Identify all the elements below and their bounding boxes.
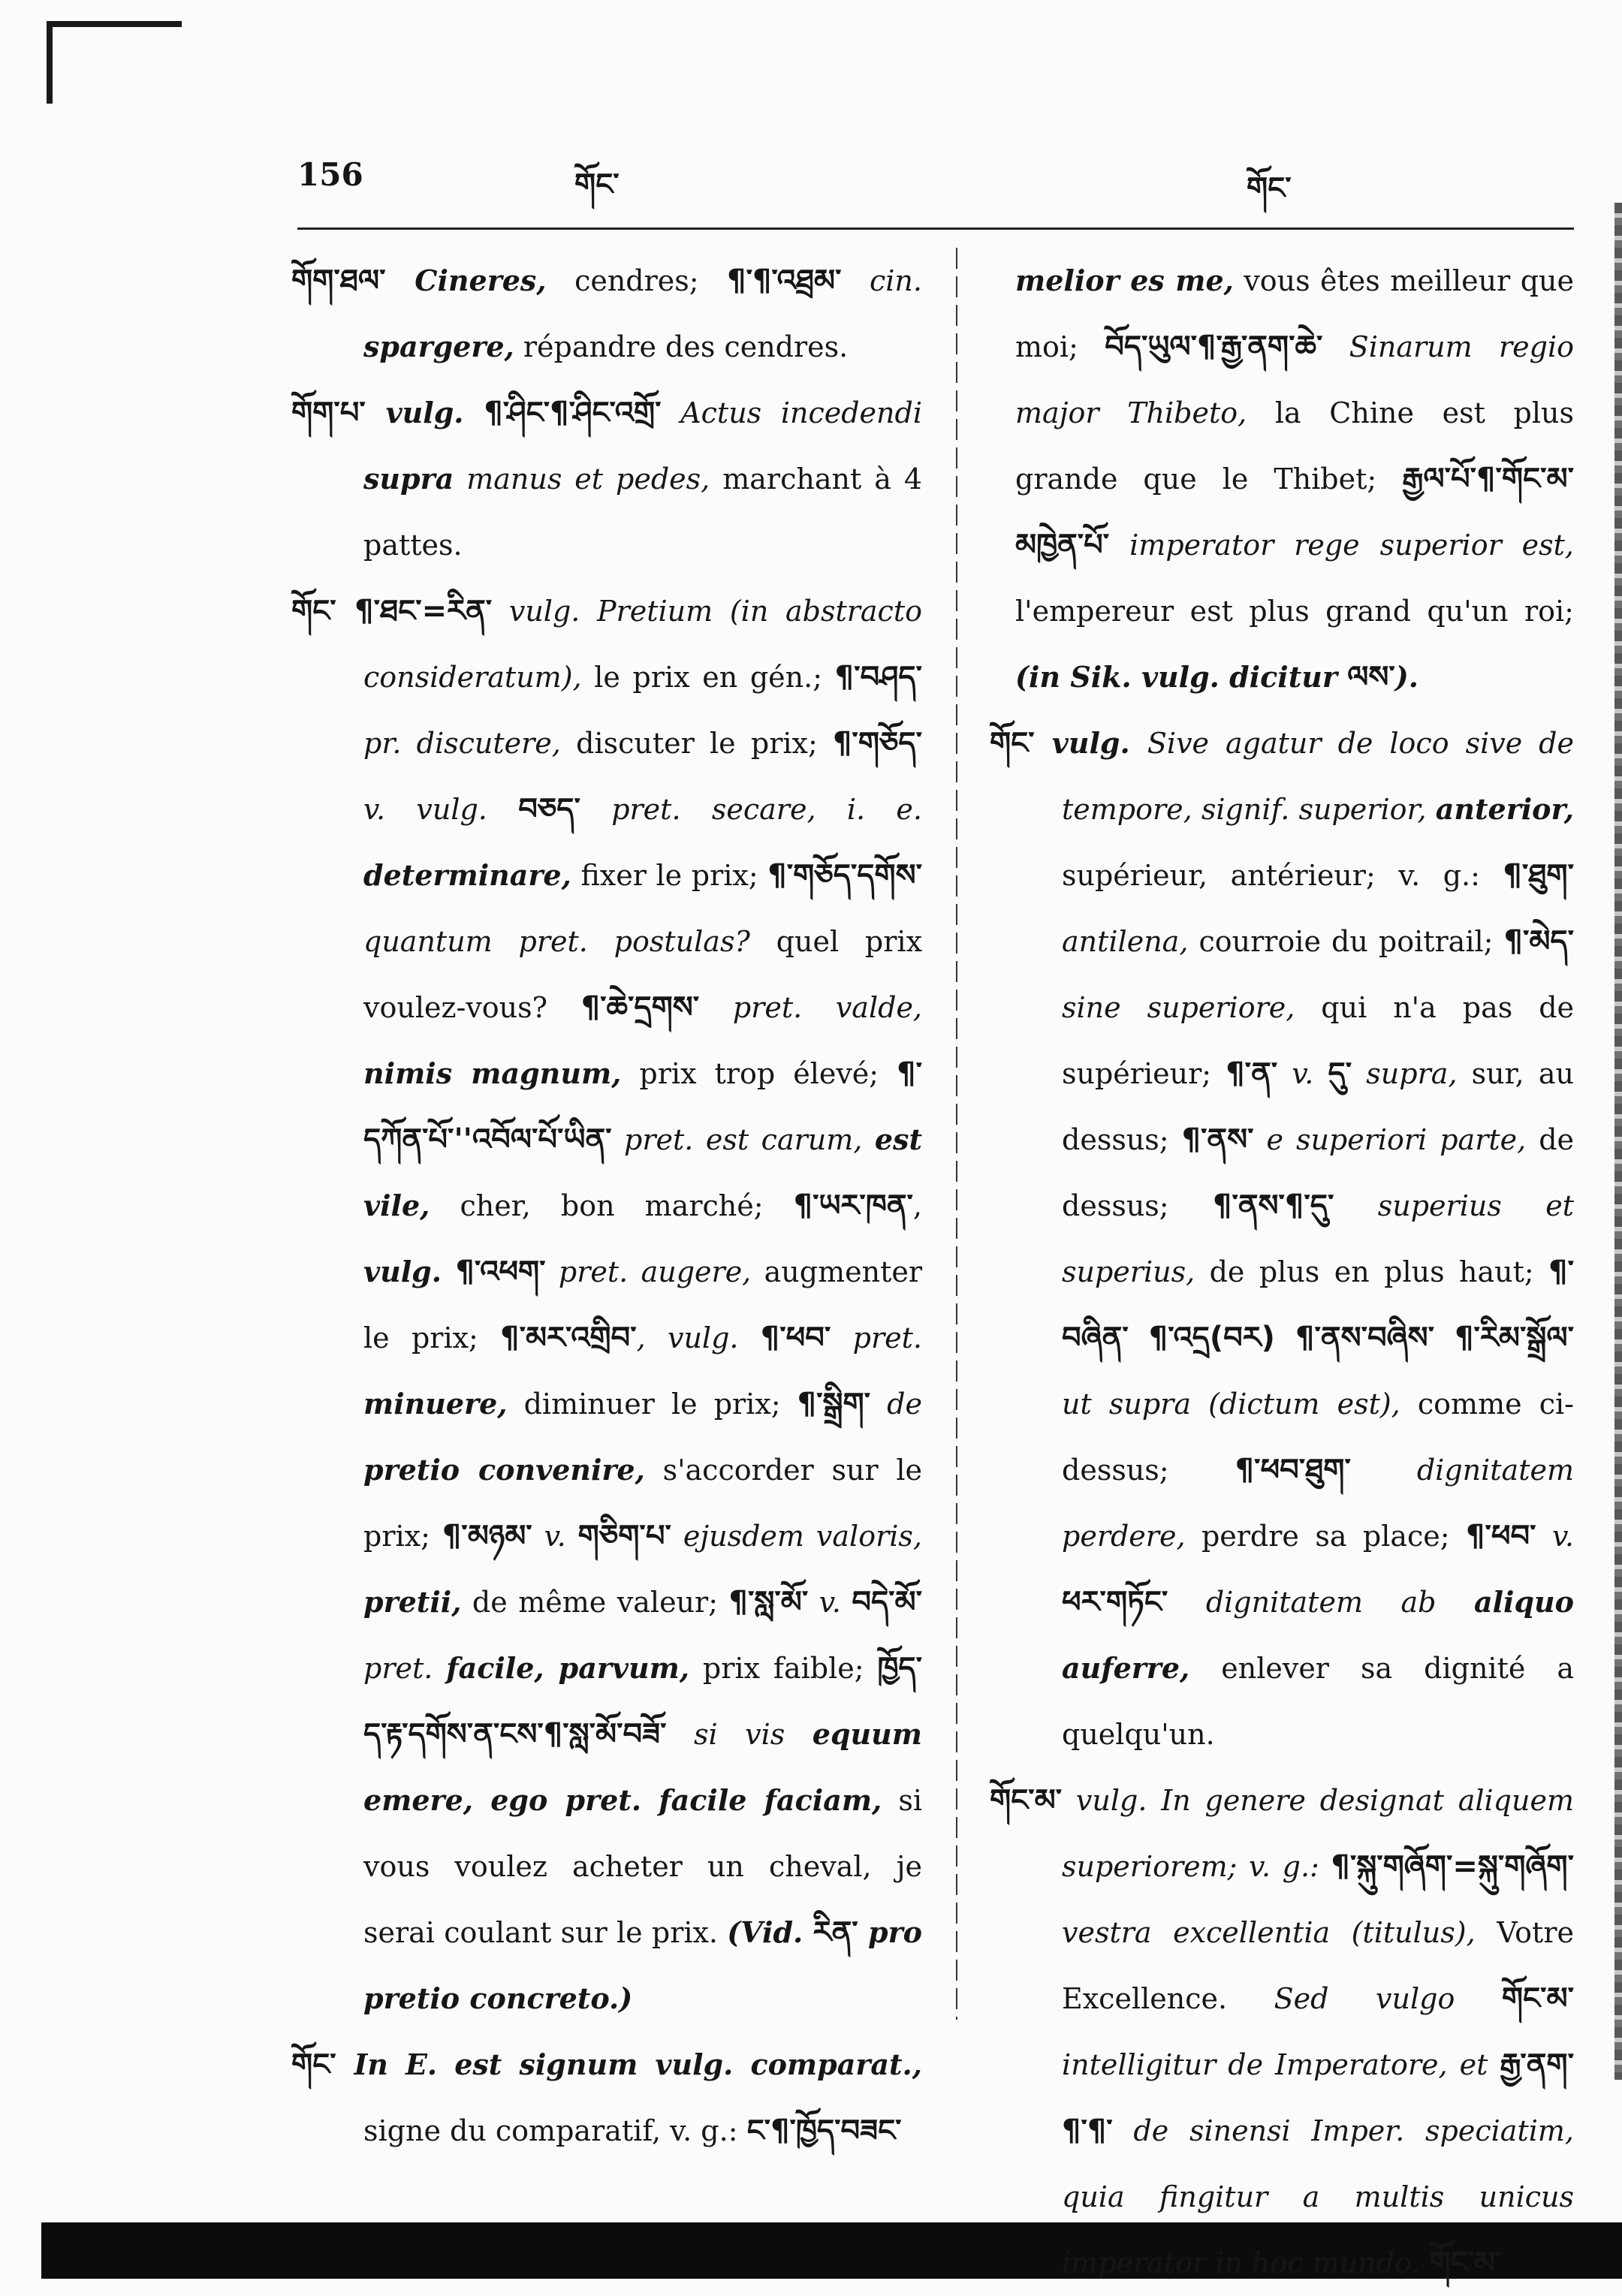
tibetan-term: ¶་ཐུག་ — [1503, 858, 1574, 893]
tibetan-term: རྒྱ་ནག་¶་¶་ — [1062, 2047, 1574, 2148]
tibetan-term: ¶་སླ་མོ་ — [728, 1585, 809, 1620]
column-divider — [956, 248, 957, 2020]
french-gloss: qui n'a pas de supérieur; — [1062, 991, 1575, 1090]
french-gloss: perdre sa place; — [1185, 1520, 1467, 1553]
tibetan-term: བདེ་མོ་ — [852, 1585, 922, 1620]
french-gloss: le prix en gén.; — [581, 661, 835, 694]
latin-gloss: spargere, — [363, 330, 514, 363]
french-gloss: de même valeur; — [461, 1586, 729, 1619]
tibetan-term: ལས་ — [1347, 660, 1395, 695]
tibetan-term: ¶་ཐང་=རིན་ — [354, 594, 493, 628]
latin-gloss: v. — [1277, 1057, 1328, 1090]
tibetan-term: ¶་ཡར་ཁན་ — [793, 1189, 913, 1223]
tibetan-term: ཁྱོད་ད་རྟ་དགོས་ན་ངས་¶་སླ་མོ་བཟོ་ — [363, 1651, 922, 1752]
tibetan-term: ¶་ཤིང་¶་ཤིང་འགྲོ་ — [484, 396, 662, 430]
tibetan-term: དུ་ — [1328, 1056, 1352, 1091]
french-gloss: discuter le prix; — [560, 727, 833, 760]
latin-gloss: minuere, — [363, 1387, 508, 1421]
latin-gloss: supra — [363, 462, 454, 496]
french-gloss: répandre des cendres. — [514, 330, 849, 363]
latin-gloss: est vile, — [363, 1122, 922, 1222]
tibetan-term: གོང་མ་ — [1501, 1981, 1574, 2016]
french-gloss: s'accorder sur le prix; — [363, 1454, 922, 1553]
tibetan-term: བཅད་ — [518, 792, 580, 827]
latin-gloss: supra, — [1352, 1057, 1458, 1090]
running-headword-left: གོང་ — [574, 167, 620, 202]
latin-gloss: si vis — [666, 1718, 813, 1751]
french-gloss: courroie du poitrail; — [1188, 925, 1504, 958]
dictionary-entry — [291, 578, 922, 2032]
latin-gloss: vulg. — [363, 1255, 456, 1288]
latin-gloss: equum emere, ego pret. facile faciam, — [363, 1717, 922, 1817]
latin-gloss: manus et pedes, — [454, 463, 710, 496]
latin-gloss: , vulg. — [636, 1321, 761, 1354]
tibetan-term: ¶་དཀོན་པོ་''འབོལ་པོ་ཡིན་ — [363, 1056, 922, 1157]
tibetan-term: ¶་མར་འགྲིབ་ — [500, 1321, 637, 1355]
latin-gloss: dignitatem ab — [1168, 1586, 1474, 1619]
latin-gloss: Sinarum regio major Thibeto, — [1015, 330, 1574, 429]
latin-gloss: vulg. — [365, 396, 484, 429]
tibetan-term: ¶་ཆེ་དྲགས་ — [580, 990, 700, 1025]
dictionary-entry — [291, 2032, 922, 2164]
latin-gloss: de — [870, 1388, 922, 1421]
tibetan-term: གོང་མ་ — [990, 1783, 1063, 1818]
latin-gloss: pret. — [363, 1652, 447, 1685]
french-gloss: fixer le prix; — [571, 859, 768, 892]
latin-gloss: pr. discutere, — [363, 727, 561, 760]
tibetan-term: ¶་ནས་ — [1181, 1122, 1254, 1157]
tibetan-term: ང་¶་ཁྱོད་བཟང་ — [746, 2114, 902, 2148]
latin-gloss: vulg. In genere designat aliquem superiorem; v. g.: — [1062, 1784, 1574, 1883]
tibetan-term: ¶་ཕབ་ — [760, 1321, 831, 1355]
french-gloss: prix faible; — [689, 1652, 878, 1685]
french-gloss: cendres; — [546, 264, 728, 297]
latin-gloss: pretii, — [363, 1585, 462, 1619]
running-headword-right: གོང་ — [1247, 171, 1292, 206]
latin-gloss: de sinensi Imper. speciatim, quia fingitur a multis unicus imperator in hoc mundo. — [1062, 2114, 1574, 2279]
latin-gloss: anterior, — [1435, 792, 1574, 826]
french-gloss: de plus en plus haut; — [1195, 1255, 1549, 1288]
french-gloss: de dessus; — [1062, 1123, 1575, 1222]
latin-gloss: pretio convenire, — [363, 1453, 645, 1487]
tibetan-term: ¶་བཞིན་ ¶་འདྲ(བར) ¶་ནས་བཞིས་ ¶་རིམ་སྒྲོལ་ — [1062, 1255, 1574, 1355]
french-gloss: prix trop élevé; — [621, 1057, 897, 1090]
french-gloss: Votre Excellence. — [1062, 1916, 1574, 2015]
latin-gloss: dignitatem perdere, — [1062, 1454, 1574, 1553]
french-gloss: quel prix voulez-vous? — [363, 925, 922, 1024]
french-gloss: sur, au dessus; — [1062, 1057, 1574, 1156]
french-gloss: si vous voulez acheter un cheval, je serai coulant sur le prix. — [363, 1784, 923, 1949]
tibetan-term: ¶་སྐུ་གཞོག་=སྐུ་གཞོག་ — [1331, 1849, 1574, 1884]
latin-gloss: Sed vulgo — [1274, 1982, 1502, 2015]
french-gloss: diminuer le prix; — [507, 1388, 797, 1421]
tibetan-term: ཕར་གཏོང་ — [1062, 1585, 1168, 1620]
french-gloss: vous êtes meilleur que moi; — [1015, 264, 1575, 363]
page-corner-mark — [47, 21, 182, 27]
latin-gloss: e superiori parte, — [1253, 1123, 1527, 1156]
latin-gloss: v. — [1536, 1520, 1574, 1553]
latin-gloss: superius et superius, — [1062, 1189, 1574, 1288]
page-number: 156 — [297, 156, 363, 193]
french-gloss: enlever sa dignité a quelqu'un. — [1062, 1652, 1574, 1751]
latin-gloss: aliquo auferre, — [1062, 1585, 1574, 1685]
french-gloss: la Chine est plus grande que le Thibet; — [1015, 396, 1574, 496]
french-gloss: supérieur, antérieur; v. g.: — [1062, 859, 1503, 892]
latin-gloss: ejusdem valoris, — [671, 1520, 922, 1553]
tibetan-term: གོང་ — [291, 594, 355, 628]
tibetan-term: གོག་པ་ — [291, 396, 366, 430]
french-gloss: signe du comparatif, v. g.: — [363, 2114, 747, 2147]
latin-gloss: vestra excellentia (titulus), — [1062, 1916, 1476, 1949]
latin-gloss: pret. est carum, — [611, 1123, 875, 1156]
tibetan-term: ¶་མཉམ་ — [442, 1519, 532, 1553]
tibetan-term: ¶་བཤད་ — [834, 660, 922, 695]
tibetan-term: ¶་གཅོད་དགོས་ — [767, 858, 922, 893]
tibetan-term: གོག་ཐལ་ — [291, 264, 386, 298]
tibetan-term: ¶་¶་འཐྲམ་ — [727, 264, 842, 298]
left-column — [291, 248, 922, 2164]
latin-gloss: In E. est signum vulg. comparat., — [354, 2047, 922, 2081]
tibetan-term: གོང་ — [291, 2047, 354, 2082]
latin-gloss: nimis magnum, — [363, 1056, 622, 1090]
tibetan-term: ¶་ན་ — [1226, 1056, 1278, 1091]
tibetan-term: ¶་སྒྲིག་ — [797, 1387, 871, 1421]
latin-gloss: v. — [808, 1586, 852, 1619]
latin-gloss: quantum pret. postulas? — [363, 925, 750, 958]
french-gloss: cher, bon marché; — [430, 1189, 794, 1222]
latin-gloss: intelligitur de Imperatore, et — [1062, 2048, 1500, 2081]
tibetan-term: ¶་མེད་ — [1503, 924, 1574, 959]
latin-gloss: superior, — [1298, 793, 1436, 826]
latin-gloss: antilena, — [1062, 925, 1189, 958]
latin-gloss: determinare, — [363, 858, 571, 892]
latin-gloss: pret. secare, i. e. — [580, 793, 922, 826]
dictionary-entry — [990, 1767, 1574, 2296]
tibetan-term: ¶་འཕག་ — [455, 1255, 546, 1289]
dictionary-entry — [990, 248, 1574, 710]
tibetan-term: རིན་ — [813, 1915, 858, 1950]
latin-gloss: sine superiore, — [1062, 991, 1295, 1024]
french-gloss: l'empereur est plus grand qu'un roi; — [1015, 595, 1574, 628]
latin-gloss: v. vulg. — [363, 793, 519, 826]
french-gloss: comme ci-dessus; — [1062, 1388, 1574, 1487]
header-rule — [297, 227, 1574, 230]
tibetan-term: ¶་གཅོད་ — [832, 726, 922, 761]
french-gloss: , — [912, 1189, 922, 1222]
latin-gloss: (Vid. — [727, 1915, 813, 1949]
latin-gloss: facile, parvum, — [446, 1651, 690, 1685]
dictionary-entry — [291, 248, 922, 380]
latin-gloss: cin. — [841, 264, 922, 297]
dictionary-entry — [990, 710, 1574, 1767]
french-gloss: augmenter le prix; — [363, 1255, 922, 1354]
latin-gloss: Sive agatur de loco sive de tempore, signif. — [1062, 727, 1574, 826]
latin-gloss: vulg. — [1034, 726, 1147, 760]
page-corner-mark-vertical — [47, 21, 53, 104]
tibetan-term: རྒྱལ་པོ་¶་གོང་མ་མཁྱེན་པོ་ — [1015, 462, 1574, 562]
tibetan-term: གོང་མ་ — [1429, 2246, 1502, 2280]
latin-gloss: pret. augere, — [545, 1255, 752, 1288]
tibetan-term: ¶་ཕབ་ཐུག་ — [1235, 1453, 1351, 1487]
tibetan-term: ¶་ནས་¶་དུ་ — [1213, 1189, 1334, 1223]
dictionary-entry — [291, 380, 922, 578]
latin-gloss: imperator rege superior est, — [1109, 529, 1574, 562]
french-gloss: marchant à 4 pattes. — [363, 463, 922, 562]
latin-gloss: melior es me, — [1015, 264, 1234, 297]
latin-gloss: pro pretio concreto.) — [363, 1915, 922, 2015]
tibetan-term: གོང་ — [990, 726, 1035, 761]
latin-gloss: vulg. Pretium (in abstracto consideratum), — [363, 595, 922, 694]
latin-gloss: (in Sik. vulg. dicitur — [1015, 660, 1348, 694]
tibetan-term: གཅིག་པ་ — [577, 1519, 671, 1553]
latin-gloss: ut supra (dictum est), — [1062, 1388, 1400, 1421]
latin-gloss: Actus incedendi — [661, 396, 922, 429]
latin-gloss: v. — [532, 1520, 578, 1553]
tibetan-term: བོད་ཡུལ་¶་རྒྱ་ནག་ཆེ་ — [1105, 330, 1323, 364]
latin-gloss: pret. — [831, 1321, 922, 1354]
tibetan-term: ¶་ཕབ་ — [1466, 1519, 1536, 1553]
scan-edge-shadow — [1614, 203, 1622, 2080]
right-column — [990, 248, 1574, 2296]
latin-gloss: pret. valde, — [699, 991, 923, 1024]
latin-gloss: Cineres, — [385, 264, 547, 297]
latin-gloss: ). — [1394, 660, 1418, 694]
